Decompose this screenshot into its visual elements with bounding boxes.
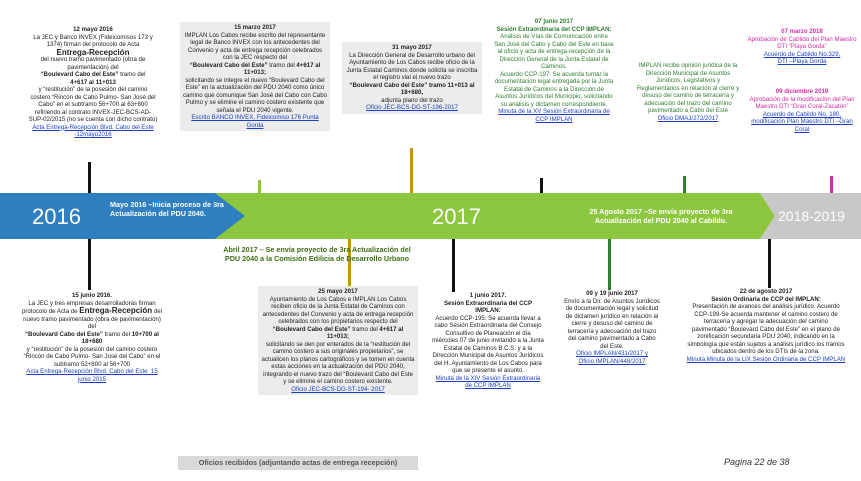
page-number: Pagina 22 de 38 <box>724 457 790 467</box>
box-text: tramo del <box>352 325 378 333</box>
box-mar15-2017 <box>180 22 330 131</box>
box-jun15-2016 <box>22 292 162 383</box>
box-road-name: “Boulevard Cabo del Este” tramo 11+013 al 18+680, <box>349 81 475 96</box>
box-text: Análisis de Vías de Comunicación entre San José del Cabo y Cabo del Este en base al oficio y acta de entrega-recepción de la Dirección General de la Junta Estatal de Caminos. <box>494 33 614 70</box>
box-may31-2017 <box>342 42 482 114</box>
box-text: Ayuntamiento de Los Cabos e IMPLAN Los Cabos reciben oficio de la Junta Estatal de Caminos con antecedentes del Convenio y acta de entrega recepción celebrados con los propietarios respecto del <box>262 295 414 325</box>
box-mar07-2018 <box>746 28 858 66</box>
link-minuta-xiv[interactable]: Minuta de la XIV Sesión Extraordinaria de CCP IMPLAN <box>435 374 541 389</box>
box-road-tramo: 10+700 al 18+680 <box>81 330 159 345</box>
box-text: Envío a la Dir. de Asuntos Jurídicos de documentación legal y solicitud de dictamen jurídico en relación al cierre y desuso del camino de terracería y adecuación del trazo del camino pavimentado a Cabo del Este. <box>564 297 660 350</box>
connector-jun15-2016 <box>88 230 91 290</box>
band-text-aug2017: 25 Agosto 2017 –Se envía proyecto de 3ra Actualización del PDU 2040 al Cabildo. <box>589 207 733 225</box>
connector-jun09-2017 <box>608 232 611 290</box>
box-may25-2017 <box>258 286 418 395</box>
box-road-name: “Boulevard Cabo del Este” <box>189 61 268 69</box>
box-road-name: “Boulevard Cabo del Este” <box>272 325 351 333</box>
box-text: tramo del <box>269 61 295 69</box>
box-date: 15 junio 2016. <box>72 292 112 299</box>
box-date: 09 y 19 junio 2017 <box>586 290 638 297</box>
link-minuta-xv[interactable]: Minuta de la XV Sesión Extraordinaria de CCP IMPLAN <box>498 108 610 123</box>
box-date: 22 de agosto 2017 <box>739 288 793 295</box>
link-minuta-lix[interactable]: Minuta Minuta de la LIX Sesión Ordinaria de CCP IMPLAN <box>686 355 846 363</box>
box-text: IMPLAN recibe opinión jurídica de la Dirección Municipal de Asuntos Jurídicos, Legislativos y Reglamentarios en relación al cierre y desuso del camino de terracería y adecuación del trazo del camino pavimentado a Cabo del Este <box>636 62 740 114</box>
connector-jun01-2017 <box>452 232 455 292</box>
box-date: 25 mayo 2017 <box>318 288 358 295</box>
link-acta-15junio[interactable]: Acta Entrega-Recepción Blvd. Cabo del Este_15 junio 2015 <box>26 368 158 383</box>
link-oficio-431[interactable]: Oficio IMPLAN/431/2017 y <box>576 350 648 357</box>
box-road-tramo: 4+617 al 11+013; <box>326 325 404 340</box>
box-text: solicitando se integre el nuevo “Boulevard Cabo del Este” en la actualización del PDU 2040 como único camino que comunique San José del Cabo con Cabo Pulmo y se elimine el camino costero existente que señala el PDU 2040 vigente. <box>183 76 327 114</box>
box-text: tramo del <box>120 71 146 78</box>
box-implan-dmaj <box>634 62 742 122</box>
box-text: y “restitución” de la posesión del camino costero “Rincón de Cabo Pulmo- San José del Cabo” en el subtramo 56+700 al 63+800 refiriendo al contrato INVEX-JEC-BCS-AD-SUP-02/2015 (no se cuenta con dicho contrato) <box>28 86 158 123</box>
box-road-tramo: 4+617 al 11+013; <box>243 61 321 76</box>
box-text: Aprobación de Cabildo del Plan Maestro DTI “Playa Gorda” <box>747 35 857 50</box>
link-escrito-invex[interactable]: Escrito BANCO INVEX, Fideicomiso 176 Punta Gorda <box>191 114 319 129</box>
band-text-apr2017: Abril 2017 – Se envía proyecto de 3ra Actualización del PDU 2040 a la Comisión Edilicia de Desarrollo Urbano <box>223 245 411 263</box>
box-text: y “restitución” de la posesión del camino costero “Rincón de Cabo Pulmo- San José del Cabo” en el subtramo 52+800 al 56+700 <box>23 345 161 368</box>
box-title: Sesión Ordinaria de CCP del IMPLAN: <box>711 295 821 303</box>
box-text: Acuerdo CCP-195: Se acuerda llevar a cabo Sesión Extraordinaria del Consejo Consultivo de Planeación el día miércoles 07 de junio invitando a la Junta Estatal de Caminos B.C.S. y a la Dirección Municipal de Asuntos Jurídicos del H. Ayuntamiento de Los Cabos para que se presente el asunto. <box>432 314 544 374</box>
box-text: solicitando se den por enterados de la “restitución del camino costero a sus originales propietarios”, se actualicen los planos cartográficos y se tomen en cuenta estas acciones en la actualización del PDU 2040, integrando el nuevo trazo del “Boulevard Cabo del Este y se elimine el camino costero existente. <box>261 340 415 385</box>
box-date: 1 junio 2017. <box>469 292 507 299</box>
box-text: Aprobación de la modificación del Plan Maestro DTI “Gran Coral-Zacatón” <box>749 95 855 110</box>
year-2017-label: 2017 <box>432 204 481 229</box>
link-oficio-dmaj[interactable]: Oficio DMAJ/272/2017 <box>657 114 719 122</box>
box-jun07-2017 <box>494 18 614 123</box>
box-date: 09 diciembre 2019 <box>775 88 829 95</box>
box-text: Presentación de avances del análisis jurídico. Acuerdo CCP-199-Se acuerda mantener el camino costero de terracería y agregar la adecuación del camino pavimentado “Boulevard Cabo del Este” en el plano de zonificación secundaria PDU 2040, indicando en la simbología que están sujetos a análisis jurídico los tramos ubicados dentro de los DTIs de la zona. <box>687 303 845 355</box>
box-text: La JEC y tres empresas desarrolladoras firman protocolo de Acta de <box>22 299 156 315</box>
box-text: IMPLAN Los Cabos recibe escrito del representante legal de Banco INVEX con los antecedentes del Convenio y acta de entrega recepción celebrados con la JEC respecto del <box>184 31 326 61</box>
year-2018-2019-label: 2018-2019 <box>778 208 845 224</box>
box-date: 07 junio 2017 <box>534 18 574 25</box>
box-title: Sesión Extraordinaria del CCP IMPLAN: <box>496 25 612 33</box>
box-jun09-2017 <box>564 290 660 365</box>
link-oficio-448[interactable]: Oficio IMPLAN/448/2017 <box>578 357 646 365</box>
band-text-may2016: Mayo 2016 –Inicia proceso de 3ra Actualización del PDU 2040. <box>110 200 224 218</box>
box-title: Sesión Extraordinaria del CCP IMPLAN: <box>443 299 533 314</box>
box-date: 07 marzo 2018 <box>781 28 823 35</box>
box-jun01-2017 <box>432 292 544 390</box>
box-text: del nuevo tramo pavimentado (obra de pavimentación) del <box>23 308 163 330</box>
box-may12-2016 <box>28 26 158 139</box>
box-highlight: Entrega-Recepción <box>56 47 130 57</box>
link-dti-playa-gorda[interactable]: DTI –Playa Gorda <box>777 58 827 65</box>
box-text: La JEC y Banco INVEX (Fideicomisos 173 y 1374) firman del protocolo de Acta <box>33 33 153 48</box>
box-highlight: Entrega-Recepción <box>79 306 153 315</box>
box-date: 12 mayo 2016 <box>73 26 113 33</box>
link-acta-12mayo2016[interactable]: Acta Entrega-Recepción Blvd. Cabo del Este -12mayo2016 <box>32 123 154 138</box>
box-date: 31 mayo 2017 <box>392 44 432 51</box>
box-date: 15 marzo 2017 <box>234 24 276 31</box>
link-oficio-jec-194[interactable]: Oficio JEC-BCS-DG-ST-194- 2017 <box>291 385 385 393</box>
connector-aug22-2017 <box>768 232 771 288</box>
box-text: Acuerdo CCP-197: Se acuerda turnar la documentación legal entregada por la Junta Estatal de Caminos a la Dirección de Asuntos Jurídicos del Municipio, solicitando su análisis y dictamen correspondiente. <box>494 70 614 108</box>
box-road-name: “Boulevard Cabo del Este” <box>25 330 103 338</box>
box-road-name: “Boulevard Cabo del Este” <box>40 71 119 78</box>
box-aug22-2017 <box>686 288 846 363</box>
legend-received: Oficios recibidos (adjuntando actas de entrega recepción) <box>178 456 418 470</box>
link-dti-gran-coral[interactable]: modificación Plan Maestro DTI –Gran Coral <box>751 118 853 133</box>
link-acuerdo-180[interactable]: Acuerdo de Cabildo No. 180, <box>762 110 842 118</box>
link-acuerdo-329[interactable]: Acuerdo de Cabildo No.329, <box>763 50 841 58</box>
box-text: La Dirección General de Desarrollo urbano del Ayuntamiento de Los Cabos recibe oficio de la Junta Estatal Caminos donde solicita se inscriba el registro vial el nuevo trazo <box>346 51 478 81</box>
box-road-tramo: 4+617 al 11+013 <box>70 78 116 86</box>
box-text: adjunta plano del trazo <box>381 96 443 104</box>
box-text: del nuevo tramo pavimentado (obra de pavimentación) del <box>40 56 146 71</box>
year-2016-label: 2016 <box>32 204 81 229</box>
box-text: tramo del <box>104 330 130 338</box>
link-oficio-jec-196[interactable]: Oficio JEC-BCS-DG-ST-196-2017 <box>366 104 458 111</box>
box-dec09-2019 <box>746 88 858 133</box>
